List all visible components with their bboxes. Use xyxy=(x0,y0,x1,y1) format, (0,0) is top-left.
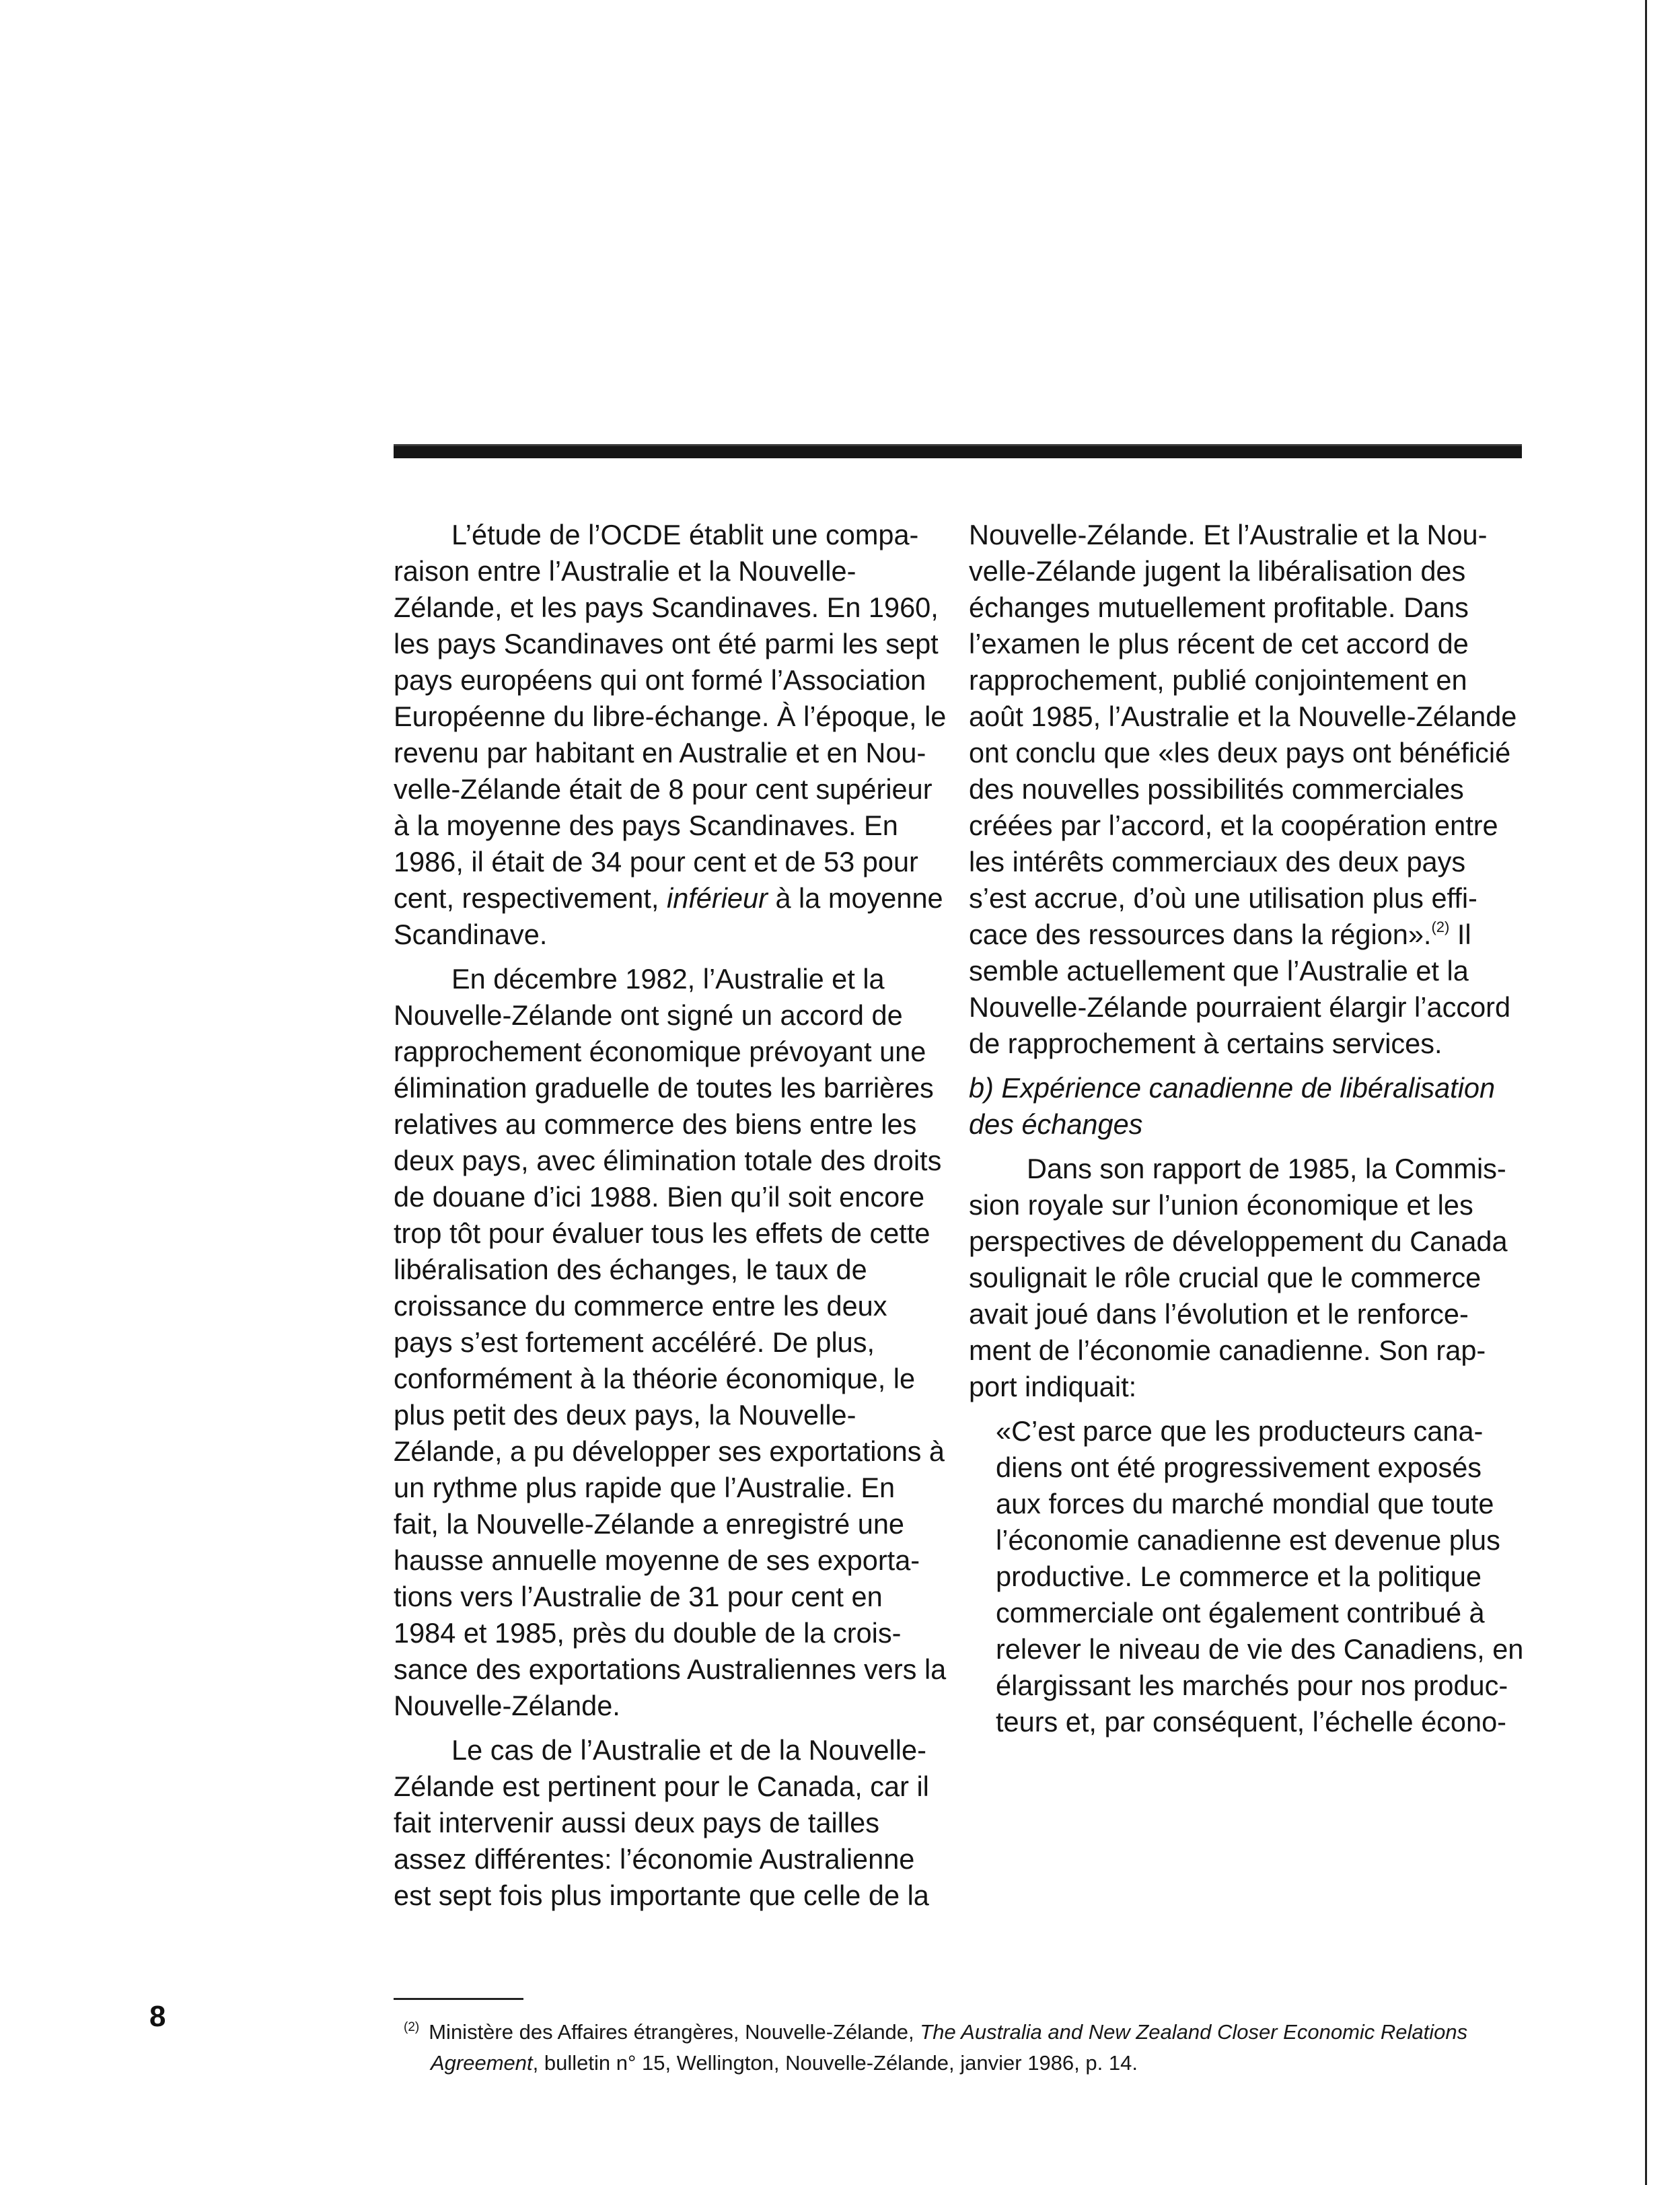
quote-line: relever le niveau de vie des Canadiens, en xyxy=(996,1633,1524,1665)
footnote-text: Ministère des Affaires étrangères, Nouvelle-Zélande, xyxy=(429,2020,914,2044)
text-line: 1984 et 1985, près du double de la crois- xyxy=(394,1617,902,1649)
text-line: de rapprochement à certains services. xyxy=(969,1028,1442,1059)
text-line: ont conclu que «les deux pays ont bénéficié xyxy=(969,737,1511,768)
heading-line: des échanges xyxy=(969,1108,1143,1140)
text-line: les intérêts commerciaux des deux pays xyxy=(969,846,1466,877)
text-line: conformément à la théorie économique, le xyxy=(394,1363,916,1394)
text-line: 1986, il était de 34 pour cent et de 53 pour xyxy=(394,846,918,877)
emphasis-word: inférieur xyxy=(666,882,768,914)
footnote-reference: (2) xyxy=(1431,919,1450,935)
footnote-title: The Australia and New Zealand Closer Economic Relations xyxy=(920,2020,1468,2044)
footnote-marker: (2) xyxy=(404,2020,420,2034)
text-line: rapprochement, publié conjointement en xyxy=(969,664,1467,696)
text-line: L’étude de l’OCDE établit une compa- xyxy=(451,519,919,550)
quote-line: «C’est parce que les producteurs cana- xyxy=(996,1415,1484,1447)
quote-line: teurs et, par conséquent, l’échelle écono- xyxy=(996,1706,1506,1738)
right-column xyxy=(969,517,1524,1740)
footnote-title: Agreement xyxy=(431,2051,533,2075)
text-line: libéralisation des échanges, le taux de xyxy=(394,1254,867,1285)
quote-line: commerciale ont également contribué à xyxy=(996,1597,1485,1628)
text-line: hausse annuelle moyenne de ses exporta- xyxy=(394,1544,920,1576)
text-line: créées par l’accord, et la coopération entre xyxy=(969,810,1498,841)
text-line: En décembre 1982, l’Australie et la xyxy=(451,963,885,995)
text-line: deux pays, avec élimination totale des droits xyxy=(394,1145,942,1176)
text-line: ment de l’économie canadienne. Son rap- xyxy=(969,1334,1486,1366)
text-segment: cace des ressources dans la région». xyxy=(969,919,1432,950)
text-line: fait, la Nouvelle-Zélande a enregistré une xyxy=(394,1508,904,1540)
text-line: Zélande est pertinent pour le Canada, car il xyxy=(394,1770,929,1802)
text-line: sion royale sur l’union économique et les xyxy=(969,1189,1473,1221)
quote-line: élargissant les marchés pour nos produc- xyxy=(996,1670,1508,1701)
text-line: raison entre l’Australie et la Nouvelle- xyxy=(394,555,856,587)
text-line: Nouvelle-Zélande pourraient élargir l’accord xyxy=(969,991,1511,1023)
text-line: sance des exportations Australiennes vers la xyxy=(394,1653,947,1685)
text-line: Le cas de l’Australie et de la Nouvelle- xyxy=(451,1734,926,1766)
text-line: échanges mutuellement profitable. Dans xyxy=(969,592,1469,623)
heading-line: b) Expérience canadienne de libéralisation xyxy=(969,1072,1496,1104)
quote-line: diens ont été progressivement exposés xyxy=(996,1452,1482,1483)
quote-line: l’économie canadienne est devenue plus xyxy=(996,1524,1500,1556)
text-line: les pays Scandinaves ont été parmi les sept xyxy=(394,628,939,659)
text-segment: Il xyxy=(1457,919,1471,950)
section-heading xyxy=(969,1106,1521,1143)
text-line xyxy=(969,917,1521,953)
footnote-line xyxy=(404,2017,1514,2048)
text-line: soulignait le rôle crucial que le commerce xyxy=(969,1262,1482,1293)
left-column xyxy=(394,517,947,1914)
text-line: Scandinave. xyxy=(394,919,548,950)
text-line: Nouvelle-Zélande. xyxy=(394,1690,620,1721)
text-line: avait joué dans l’évolution et le renforce- xyxy=(969,1298,1469,1330)
text-line: à la moyenne des pays Scandinaves. En xyxy=(394,810,898,841)
footnote-text: , bulletin n° 15, Wellington, Nouvelle-Zélande, janvier 1986, p. 14. xyxy=(532,2051,1138,2075)
text-line: relatives au commerce des biens entre les xyxy=(394,1108,917,1140)
page-edge-line xyxy=(1645,0,1647,2185)
text-line: pays s’est fortement accéléré. De plus, xyxy=(394,1326,875,1358)
text-line: Nouvelle-Zélande ont signé un accord de xyxy=(394,999,903,1031)
footnote xyxy=(404,2017,1514,2079)
text-line: croissance du commerce entre les deux xyxy=(394,1290,887,1322)
footnote-rule xyxy=(394,1998,523,2000)
text-line xyxy=(394,880,943,917)
text-line: velle-Zélande était de 8 pour cent supérieur xyxy=(394,773,933,805)
text-line: pays européens qui ont formé l’Association xyxy=(394,664,926,696)
text-line: août 1985, l’Australie et la Nouvelle-Zélande xyxy=(969,701,1517,732)
text-line: rapprochement économique prévoyant une xyxy=(394,1036,926,1067)
text-line: tions vers l’Australie de 31 pour cent en xyxy=(394,1581,883,1612)
text-line: Nouvelle-Zélande. Et l’Australie et la Nou- xyxy=(969,519,1488,550)
footnote-line xyxy=(404,2048,1514,2079)
text-line: semble actuellement que l’Australie et la xyxy=(969,955,1469,987)
page-number: 8 xyxy=(149,2000,166,2033)
text-line: un rythme plus rapide que l’Australie. En xyxy=(394,1472,896,1503)
section-heading xyxy=(969,1070,1521,1106)
text-line: l’examen le plus récent de cet accord de xyxy=(969,628,1469,659)
text-line: port indiquait: xyxy=(969,1371,1137,1402)
text-line: velle-Zélande jugent la libéralisation des xyxy=(969,555,1466,587)
text-line: trop tôt pour évaluer tous les effets de cette xyxy=(394,1217,930,1249)
quote-line: aux forces du marché mondial que toute xyxy=(996,1488,1494,1519)
text-line: Européenne du libre-échange. À l’époque, le xyxy=(394,701,947,732)
text-line: Dans son rapport de 1985, la Commis- xyxy=(1027,1153,1506,1184)
text-line: Zélande, a pu développer ses exportations à xyxy=(394,1435,945,1467)
text-line: revenu par habitant en Australie et en Nou- xyxy=(394,737,926,768)
top-rule xyxy=(394,444,1522,458)
text-segment: cent, respectivement, xyxy=(394,882,659,914)
text-segment: à la moyenne xyxy=(775,882,943,914)
text-line: élimination graduelle de toutes les barrières xyxy=(394,1072,934,1104)
text-line: Zélande, et les pays Scandinaves. En 1960, xyxy=(394,592,939,623)
text-line: des nouvelles possibilités commerciales xyxy=(969,773,1464,805)
text-line: plus petit des deux pays, la Nouvelle- xyxy=(394,1399,856,1431)
text-line: fait intervenir aussi deux pays de tailles xyxy=(394,1807,880,1838)
text-line: assez différentes: l’économie Australienne xyxy=(394,1843,915,1875)
text-line: de douane d’ici 1988. Bien qu’il soit encore xyxy=(394,1181,925,1213)
text-line: perspectives de développement du Canada xyxy=(969,1225,1508,1257)
text-line: est sept fois plus importante que celle de la xyxy=(394,1879,929,1911)
quote-line: productive. Le commerce et la politique xyxy=(996,1561,1482,1592)
text-line: s’est accrue, d’où une utilisation plus effi- xyxy=(969,882,1477,914)
